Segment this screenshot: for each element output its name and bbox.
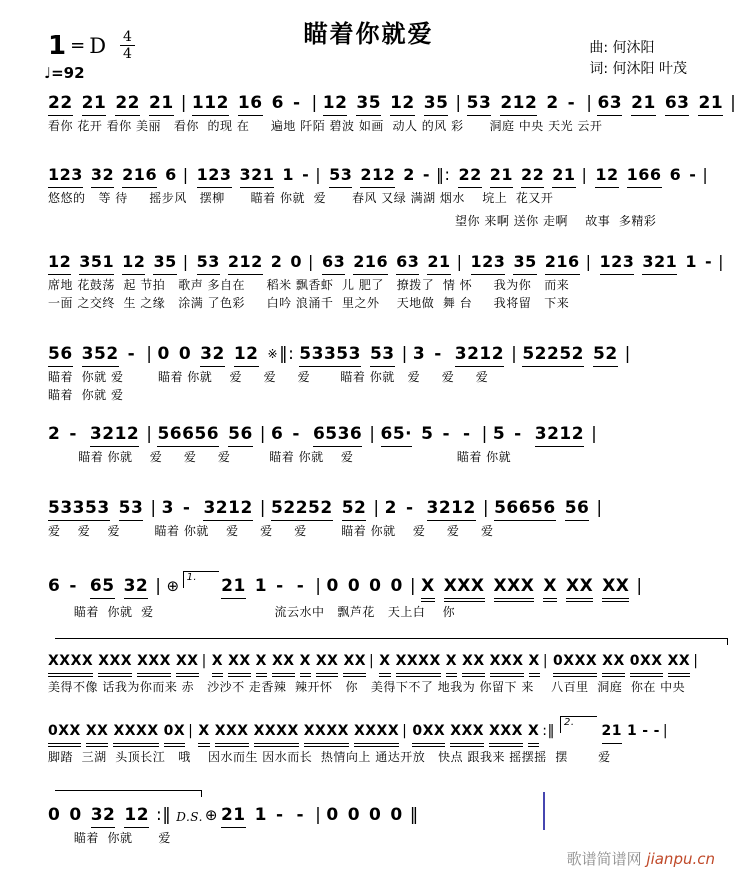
time-signature-bottom: 4	[123, 46, 132, 62]
lyrics-row-2-verse2: 望你 来啊 送你 走啊 故事 多精彩	[455, 214, 657, 228]
volta-continuation-line	[55, 638, 728, 645]
lyrics-row-4-verse1: 瞄着 你就 爱 瞄着 你就 爱 爱 爱 瞄着 你就 爱 爱 爱	[48, 370, 489, 384]
notes-row-3: 12 351 12 35 | 53 212 2 0 | 63 216 63 21 | 123 35 216 | 123 321 1 - |	[48, 251, 720, 275]
notes-row-8: XXXX XXX XXX XX | X XX X XX X XX XX | X XXXX X XX XXX X | 0XXX XX 0XX XX |	[48, 650, 720, 677]
time-signature	[120, 30, 135, 61]
scan-artifact-line	[543, 792, 545, 830]
lyrics-row-6: 爱 爱 爱 瞄着 你就 爱 爱 爱 瞄着 你就 爱 爱 爱	[48, 524, 494, 538]
time-signature-top: 4	[120, 30, 135, 46]
notes-row-4: 56 352 - | 0 0 32 12 ※‖: 53353 53 | 3 - 3212 | 52252 52 |	[48, 343, 720, 367]
music-line-2	[48, 164, 720, 206]
credits	[589, 38, 687, 80]
lyrics-row-7: 瞄着 你就 爱 流云水中 飘芦花 天上白 你	[48, 605, 456, 619]
key-letter: D	[89, 33, 107, 58]
composer-credit: 曲: 何沐阳	[589, 40, 655, 56]
lyricist-credit: 词: 何沐阳 叶茂	[589, 61, 687, 77]
lyrics-row-1: 看你 花开 看你 美丽 看你 的现 在 遍地 阡陌 碧波 如画 动人 的风 彩 洞庭 中央 天光 云开	[48, 119, 603, 133]
music-line-4	[48, 343, 720, 403]
key-number: 1	[48, 30, 67, 61]
watermark	[567, 848, 715, 869]
notes-row-1: 22 21 22 21 | 112 16 6 - | 12 35 12 35 | 53 212 2 - | 63 21 63 21 |	[48, 92, 720, 116]
music-line-3	[48, 251, 724, 311]
music-line-8	[48, 650, 720, 695]
music-line-5	[48, 423, 720, 465]
lyrics-row-3-verse2: 一面 之交终 生 之缘 涂满 了色彩 白吟 浪涌千 里之外 天地做 舞 台 我将留 下来	[48, 296, 570, 310]
notes-row-7: 6 - 65 32 | ⊕ 1. 21 1 - - | 0 0 0 0 | X XXX XXX X XX XX |	[48, 575, 720, 602]
music-line-10	[48, 804, 720, 846]
lyrics-row-10: 瞄着 你就 爱	[48, 831, 171, 845]
lyrics-row-3-verse1: 席地 花鼓荡 起 节拍 歌声 多自在 稻米 飘香虾 儿 肥了 撩拨了 情 怀 我为你 而来	[48, 278, 570, 292]
music-line-6	[48, 497, 720, 539]
music-line-9	[48, 717, 720, 765]
key-signature	[48, 30, 135, 61]
music-line-7	[48, 572, 720, 620]
tempo-marking: ♩=92	[44, 64, 85, 82]
repeat-bracket-line	[55, 790, 202, 797]
lyrics-row-8: 美得不像 话我为你而来 赤 沙沙不 走香辣 辣开怀 你 美得下不了 地我为 你留下 来 八百里 洞庭 你在 中央	[48, 680, 686, 694]
watermark-site-name: 歌谱简谱网	[566, 850, 647, 868]
lyrics-row-5: 瞄着 你就 爱 爱 爱 瞄着 你就 爱 瞄着 你就	[48, 450, 512, 464]
page-title: 瞄着你就爱	[303, 19, 434, 48]
music-line-1	[48, 92, 737, 134]
lyrics-row-4-verse2: 瞄着 你就 爱	[48, 388, 124, 402]
notes-row-6: 53353 53 | 3 - 3212 | 52252 52 | 2 - 3212 | 56656 56 |	[48, 497, 720, 521]
notes-row-10: 0 0 32 12 :‖ D.S. ⊕ 21 1 - - | 0 0 0 0 ‖	[48, 804, 720, 828]
notes-row-9: 0XX XX XXXX 0X | X XXX XXXX XXXX XXXX | 0XX XXX XXX X :‖2.21 1 - - |	[48, 720, 720, 747]
watermark-site-url: jianpu.cn	[646, 850, 715, 868]
lyrics-row-9: 脚踏 三湖 头顶长江 哦 因水而生 因水而长 热情向上 通达开放 快点 跟我来 摇摆摇 摆 爱	[48, 750, 611, 764]
equals-sign: =	[70, 35, 86, 56]
notes-row-5: 2 - 3212 | 56656 56 | 6 - 6536 | 65· 5 - - | 5 - 3212 |	[48, 423, 720, 447]
lyrics-row-2-verse1: 悠悠的 等 待 摇步风 摆柳 瞄着 你就 爱 春风 又绿 满湖 烟水 垸上 花又开	[48, 191, 554, 205]
notes-row-2: 123 32 216 6 | 123 321 1 - | 53 212 2 - ‖: 22 21 22 21 | 12 166 6 - |	[48, 164, 720, 188]
